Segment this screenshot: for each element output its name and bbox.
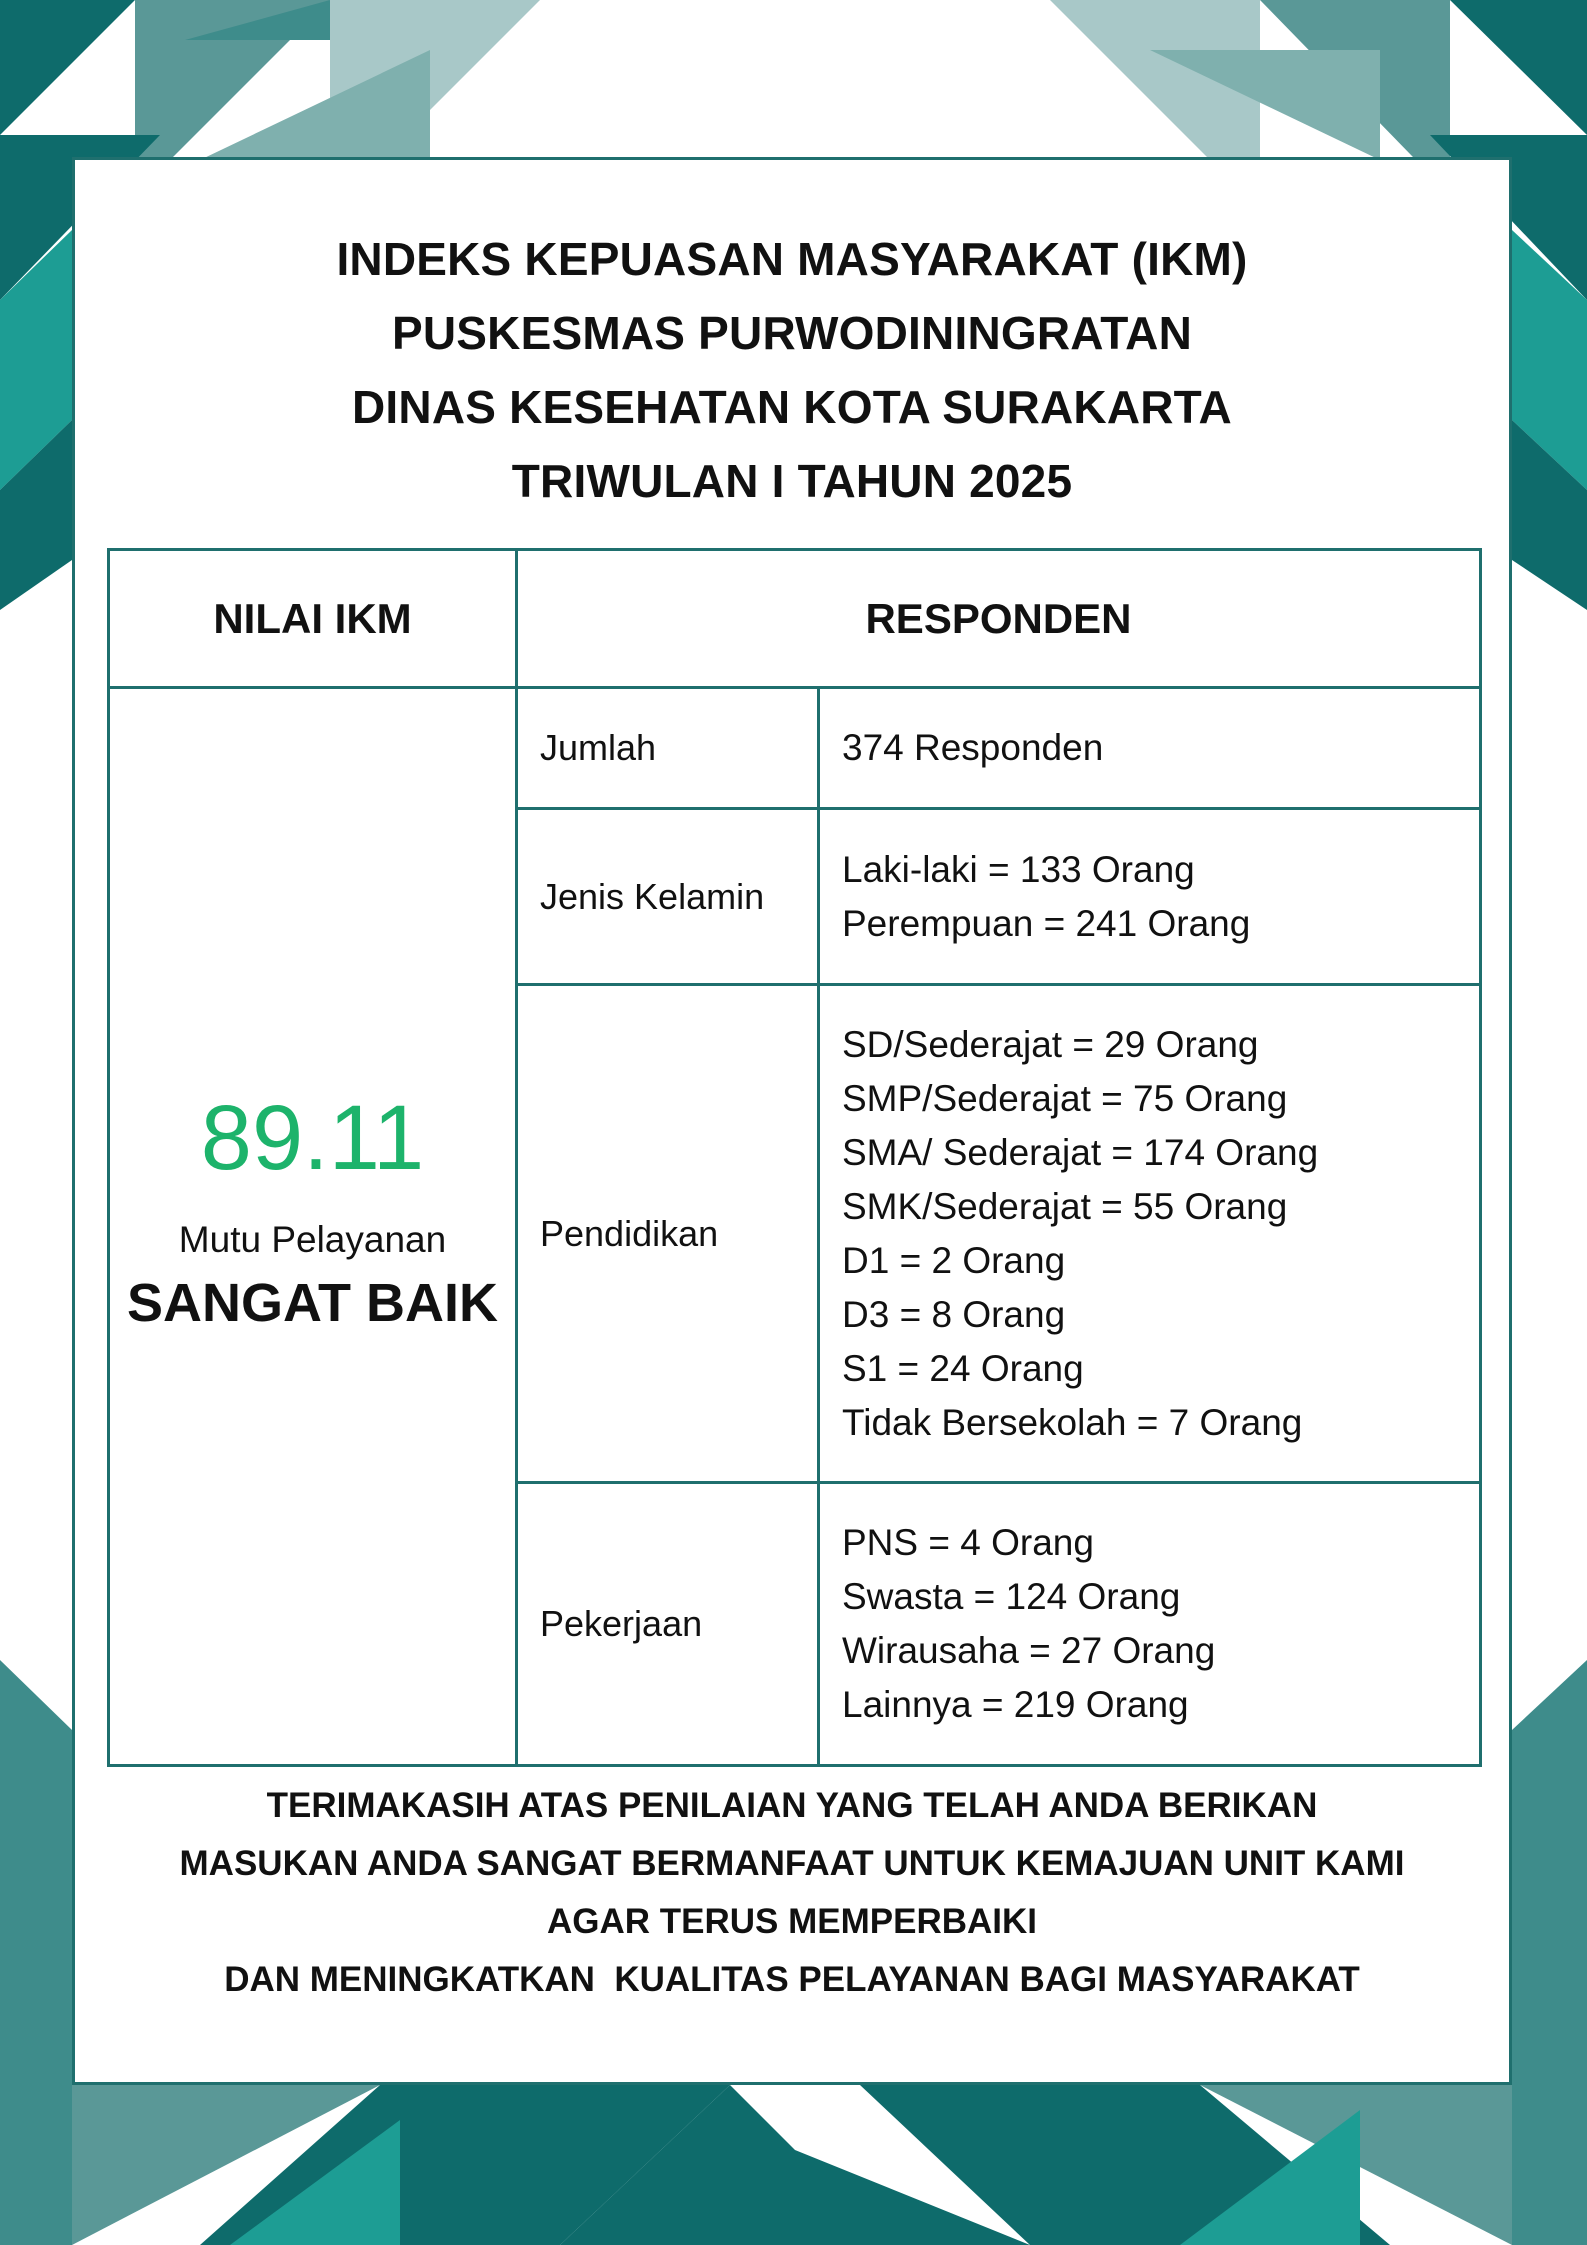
- value-line: 374 Responden: [842, 727, 1104, 768]
- value-line: Perempuan = 241 Orang: [842, 902, 1251, 944]
- title-line-3: DINAS KESEHATAN KOTA SURAKARTA: [352, 381, 1232, 433]
- value-line: S1 = 24 Orang: [842, 1347, 1084, 1389]
- row-label: Pendidikan: [517, 985, 819, 1483]
- ikm-score-cell: [109, 688, 517, 1766]
- row-label: Jenis Kelamin: [517, 809, 819, 985]
- value-line: SMP/Sederajat = 75 Orang: [842, 1077, 1288, 1119]
- footer-line-3: AGAR TERUS MEMPERBAIKI: [546, 1902, 1038, 1941]
- ikm-score: 89.11: [200, 1086, 425, 1189]
- table-row: [109, 688, 1481, 809]
- value-line: Laki-laki = 133 Orang: [842, 848, 1195, 890]
- value-line: D3 = 8 Orang: [842, 1293, 1066, 1335]
- header-nilai-ikm: NILAI IKM: [109, 550, 517, 688]
- report-card: [72, 157, 1512, 2085]
- row-values: [819, 1483, 1481, 1766]
- value-line: Tidak Bersekolah = 7 Orang: [842, 1401, 1303, 1443]
- footer-line-1: TERIMAKASIH ATAS PENILAIAN YANG TELAH ANDA BERIKAN: [266, 1786, 1318, 1825]
- footer-line-4: DAN MENINGKATKAN KUALITAS PELAYANAN BAGI MASYARAKAT: [224, 1960, 1360, 1999]
- value-line: Swasta = 124 Orang: [842, 1576, 1181, 1617]
- mutu-category: SANGAT BAIK: [127, 1272, 498, 1333]
- ikm-table: [107, 548, 1482, 1767]
- row-label: Jumlah: [517, 688, 819, 809]
- value-line: SMA/ Sederajat = 174 Orang: [842, 1131, 1319, 1173]
- value-line: SD/Sederajat = 29 Orang: [842, 1023, 1259, 1065]
- footer-line-2: MASUKAN ANDA SANGAT BERMANFAAT UNTUK KEMAJUAN UNIT KAMI: [179, 1844, 1405, 1883]
- title-line-1: INDEKS KEPUASAN MASYARAKAT (IKM): [336, 233, 1248, 285]
- thank-you-message: [75, 1777, 1509, 2009]
- report-title: [75, 222, 1509, 518]
- value-line: PNS = 4 Orang: [842, 1522, 1094, 1563]
- title-line-2: PUSKESMAS PURWODININGRATAN: [391, 307, 1192, 359]
- value-line: Lainnya = 219 Orang: [842, 1684, 1189, 1725]
- title-line-4: TRIWULAN I TAHUN 2025: [511, 455, 1073, 507]
- value-line: Wirausaha = 27 Orang: [842, 1630, 1216, 1671]
- value-line: D1 = 2 Orang: [842, 1239, 1066, 1281]
- row-values: [819, 985, 1481, 1483]
- mutu-pelayanan-label: Mutu Pelayanan: [178, 1218, 447, 1260]
- value-line: SMK/Sederajat = 55 Orang: [842, 1185, 1288, 1227]
- row-label: Pekerjaan: [517, 1483, 819, 1766]
- row-values: [819, 688, 1481, 809]
- table-header-row: [109, 550, 1481, 688]
- header-responden: RESPONDEN: [517, 550, 1481, 688]
- row-values: [819, 809, 1481, 985]
